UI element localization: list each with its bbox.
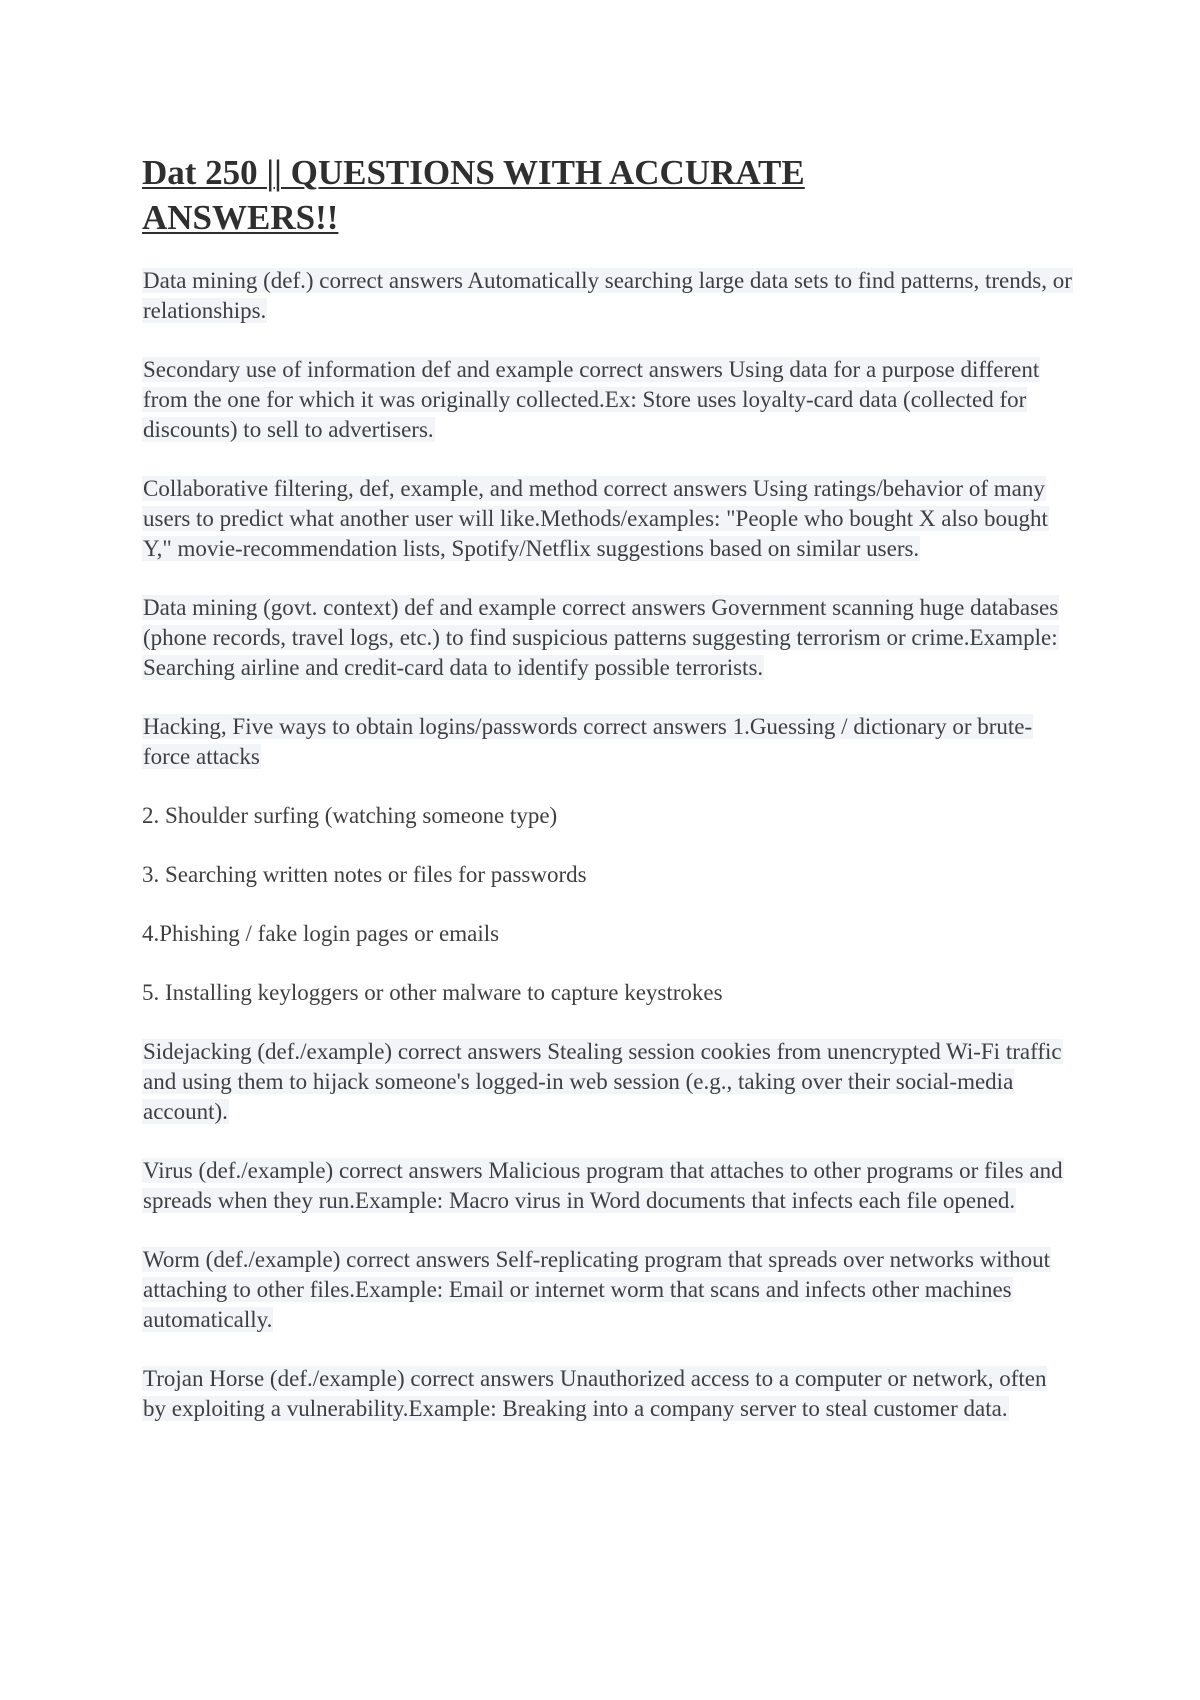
paragraph-text: 3. Searching written notes or files for passwords: [142, 862, 587, 887]
list-item-keyloggers: [142, 978, 1072, 1008]
paragraph-sidejacking: [142, 1037, 1072, 1127]
list-item-written-notes: [142, 860, 1072, 890]
list-item-shoulder-surfing: [142, 801, 1072, 831]
paragraph-text: Trojan Horse (def./example) correct answers Unauthorized access to a computer or network, often by exploiting a vulnerability.Example: Breaking into a company server to steal customer data.: [143, 1366, 1047, 1421]
document-title: Dat 250 || QUESTIONS WITH ACCURATE ANSWERS!!: [142, 153, 805, 237]
paragraph-trojan-horse: [142, 1364, 1072, 1424]
paragraph-collaborative-filtering: [142, 474, 1072, 564]
list-item-phishing: [142, 919, 1072, 949]
paragraph-virus: [142, 1156, 1072, 1216]
paragraph-text: 5. Installing keyloggers or other malware to capture keystrokes: [142, 980, 723, 1005]
paragraph-hacking: [142, 712, 1072, 772]
paragraph-text: Worm (def./example) correct answers Self-replicating program that spreads over networks without attaching to other files.Example: Email or internet worm that scans and infects other machines automatically.: [143, 1247, 1050, 1332]
paragraph-text: 2. Shoulder surfing (watching someone type): [142, 803, 558, 828]
paragraph-text: Hacking, Five ways to obtain logins/passwords correct answers 1.Guessing / dictionary or brute-force attacks: [143, 714, 1033, 769]
paragraph-text: Sidejacking (def./example) correct answers Stealing session cookies from unencrypted Wi-Fi traffic and using them to hijack someone's logged-in web session (e.g., taking over their social-media account).: [143, 1039, 1062, 1124]
paragraph-worm: [142, 1245, 1072, 1335]
paragraph-data-mining: [142, 266, 1072, 326]
paragraph-secondary-use: [142, 355, 1072, 445]
paragraph-text: Data mining (govt. context) def and example correct answers Government scanning huge databases (phone records, travel logs, etc.) to find suspicious patterns suggesting terrorism or crime.Example: Searching airline and credit-card data to identify possible terrorists.: [143, 595, 1059, 680]
paragraph-text: Secondary use of information def and example correct answers Using data for a purpose different from the one for which it was originally collected.Ex: Store uses loyalty-card data (collected for discounts) to sell to advertisers.: [143, 357, 1040, 442]
paragraph-text: 4.Phishing / fake login pages or emails: [142, 921, 500, 946]
paragraph-data-mining-govt: [142, 593, 1072, 683]
paragraph-text: Data mining (def.) correct answers Automatically searching large data sets to find patterns, trends, or relationships.: [143, 268, 1072, 323]
document-content: [142, 150, 1072, 1453]
paragraph-text: Virus (def./example) correct answers Malicious program that attaches to other programs or files and spreads when they run.Example: Macro virus in Word documents that infects each file opened.: [143, 1158, 1063, 1213]
paragraph-text: Collaborative filtering, def, example, and method correct answers Using ratings/behavior of many users to predict what another user will like.Methods/examples: "People who bought X also bought Y," movie-recommendation lists, Spotify/Netflix suggestions based on similar users.: [143, 476, 1048, 561]
